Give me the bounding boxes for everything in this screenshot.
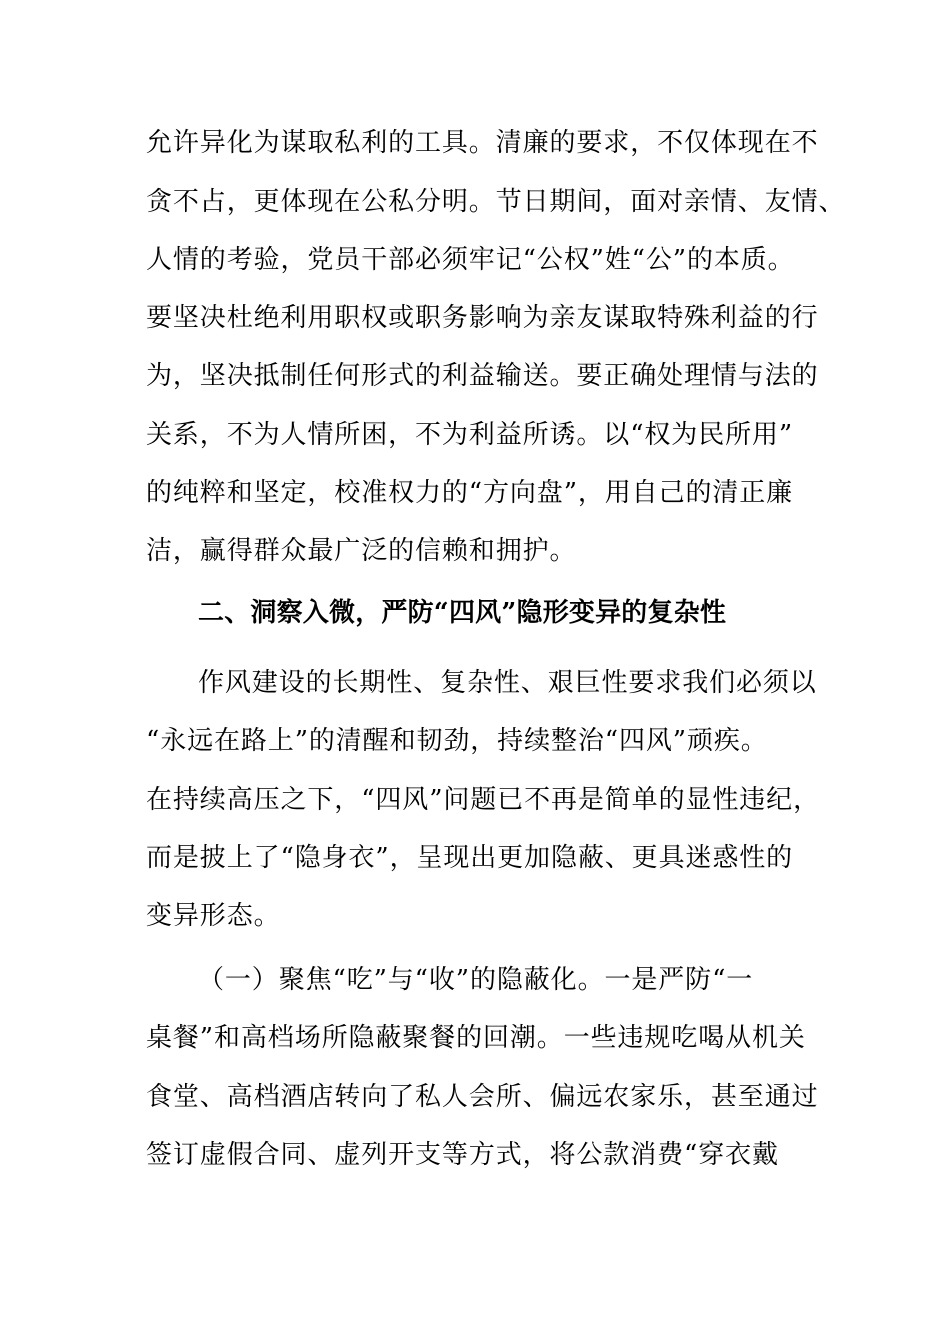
section-heading: 二、洞察入微，严防“四风”隐形变异的复杂性: [198, 598, 727, 628]
paragraph-line: 食堂、高档酒店转向了私人会所、偏远农家乐，甚至通过: [146, 1082, 819, 1112]
paragraph-line: 关系，不为人情所困，不为利益所诱。以“权为民所用”: [146, 420, 794, 450]
paragraph-line: 签订虚假合同、虚列开支等方式，将公款消费“穿衣戴: [146, 1140, 779, 1170]
paragraph-line: 变异形态。: [146, 901, 281, 931]
paragraph-line: 而是披上了“隐身衣”，呈现出更加隐蔽、更具迷惑性的: [146, 843, 794, 873]
paragraph-line: 要坚决杜绝利用职权或职务影响为亲友谋取特殊利益的行: [146, 303, 819, 333]
paragraph-line: 允许异化为谋取私利的工具。清廉的要求，不仅体现在不: [146, 128, 819, 158]
paragraph-line: 为，坚决抵制任何形式的利益输送。要正确处理情与法的: [146, 361, 819, 391]
paragraph-line: 在持续高压之下，“四风”问题已不再是简单的显性违纪，: [146, 785, 820, 815]
paragraph-line: 桌餐”和高档场所隐蔽聚餐的回潮。一些违规吃喝从机关: [146, 1023, 806, 1053]
paragraph-line: 人情的考验，党员干部必须牢记“公权”姓“公”的本质。: [146, 245, 795, 275]
paragraph-line: 贪不占，更体现在公私分明。节日期间，面对亲情、友情、: [146, 187, 846, 217]
paragraph-line: 的纯粹和坚定，校准权力的“方向盘”，用自己的清正廉: [146, 478, 794, 508]
paragraph-line: 洁，赢得群众最广泛的信赖和拥护。: [146, 536, 577, 566]
paragraph-line: 作风建设的长期性、复杂性、艰巨性要求我们必须以: [198, 668, 817, 698]
paragraph-line: （一）聚焦“吃”与“收”的隐蔽化。一是严防“一: [198, 965, 754, 995]
paragraph-line: “永远在路上”的清醒和韧劲，持续整治“四风”顽疾。: [146, 726, 768, 756]
